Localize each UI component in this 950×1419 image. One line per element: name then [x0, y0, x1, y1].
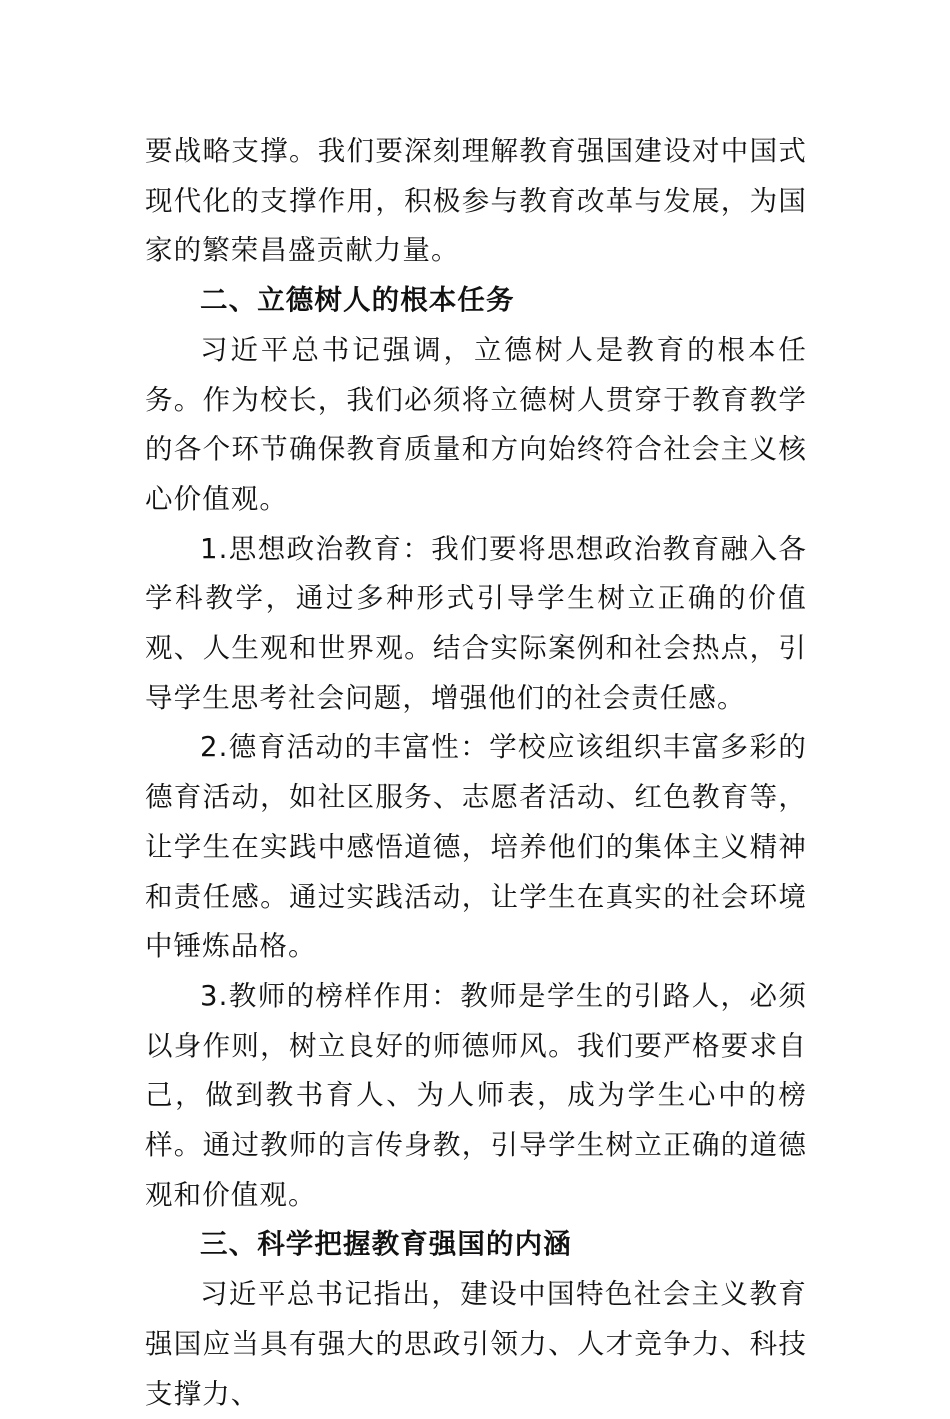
section-heading-3: 三、科学把握教育强国的内涵 — [200, 1228, 572, 1261]
paragraph-section-3-intro: 习近平总书记指出，建设中国特色社会主义教育强国应当具有强大的思政引领力、人才竞争力、科技支撑力、 — [145, 1278, 807, 1410]
paragraph-intro-continued: 要战略支撑。我们要深刻理解教育强国建设对中国式现代化的支撑作用，积极参与教育改革与发展，为国家的繁荣昌盛贡献力量。 — [145, 135, 807, 267]
list-item-1: 1.思想政治教育：我们要将思想政治教育融入各学科教学，通过多种形式引导学生树立正确的价值观、人生观和世界观。结合实际案例和社会热点，引导学生思考社会问题，增强他们的社会责任感。 — [145, 532, 807, 714]
paragraph-section-2-intro: 习近平总书记强调，立德树人是教育的根本任务。作为校长，我们必须将立德树人贯穿于教育教学的各个环节确保教育质量和方向始终符合社会主义核心价值观。 — [145, 333, 807, 515]
document-page — [145, 127, 807, 1419]
list-item-3: 3.教师的榜样作用：教师是学生的引路人，必须以身作则，树立良好的师德师风。我们要严格要求自己，做到教书育人、为人师表，成为学生心中的榜样。通过教师的言传身教，引导学生树立正确的道德观和价值观。 — [145, 979, 807, 1211]
list-item-2: 2.德育活动的丰富性：学校应该组织丰富多彩的德育活动，如社区服务、志愿者活动、红色教育等，让学生在实践中感悟道德，培养他们的集体主义精神和责任感。通过实践活动，让学生在真实的社会环境中锤炼品格。 — [145, 731, 807, 963]
section-heading-2: 二、立德树人的根本任务 — [200, 284, 515, 317]
